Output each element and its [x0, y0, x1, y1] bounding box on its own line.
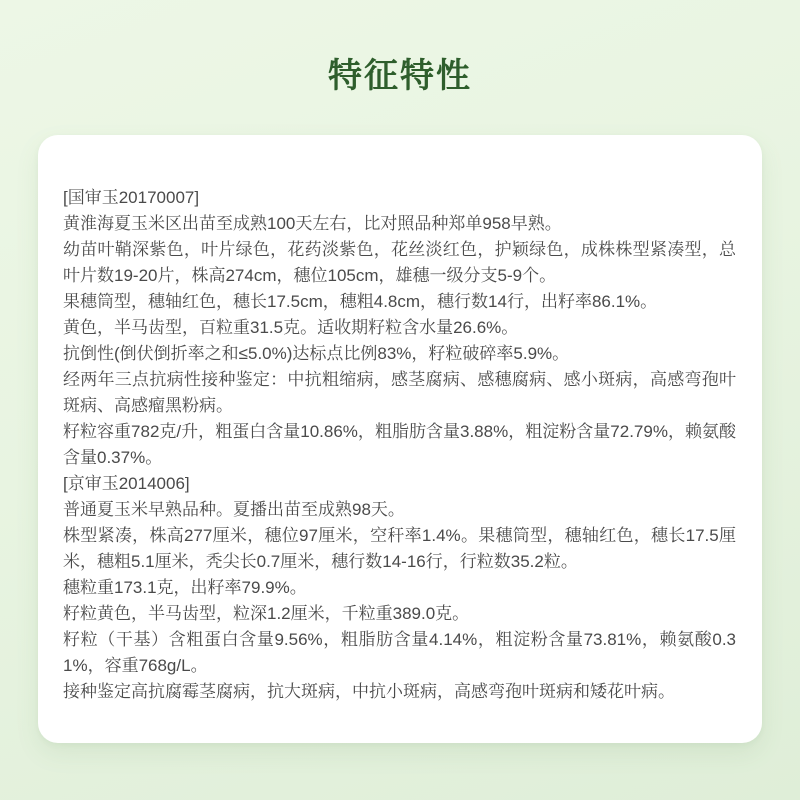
characteristics-paragraph: 幼苗叶鞘深紫色，叶片绿色，花药淡紫色，花丝淡红色，护颖绿色，成株株型紧凑型，总叶片数19-20片，株高274cm，穗位105cm，雄穗一级分支5-9个。 — [63, 240, 736, 285]
characteristics-paragraph: 籽粒容重782克/升，粗蛋白含量10.86%，粗脂肪含量3.88%，粗淀粉含量72.79%，赖氨酸含量0.37%。 — [63, 422, 736, 467]
characteristics-paragraph: 株型紧凑，株高277厘米，穗位97厘米，空秆率1.4%。果穗筒型，穗轴红色，穗长17.5厘米，穗粗5.1厘米，秃尖长0.7厘米，穗行数14-16行，行粒数35.2粒。 — [63, 526, 736, 571]
characteristics-paragraph: 黄淮海夏玉米区出苗至成熟100天左右，比对照品种郑单958早熟。 — [63, 214, 562, 233]
characteristics-paragraph: 接种鉴定高抗腐霉茎腐病，抗大斑病，中抗小斑病，高感弯孢叶斑病和矮花叶病。 — [63, 682, 675, 701]
characteristics-paragraph: 籽粒黄色，半马齿型，粒深1.2厘米，千粒重389.0克。 — [63, 604, 470, 623]
characteristics-card — [38, 135, 762, 743]
paragraph-list — [63, 185, 736, 705]
characteristics-paragraph: 穗粒重173.1克，出籽率79.9%。 — [63, 578, 307, 597]
characteristics-paragraph: [国审玉20170007] — [63, 188, 200, 207]
characteristics-paragraph: 经两年三点抗病性接种鉴定：中抗粗缩病，感茎腐病、感穗腐病、感小斑病，高感弯孢叶斑病、高感瘤黑粉病。 — [63, 370, 736, 415]
characteristics-paragraph: 黄色，半马齿型，百粒重31.5克。适收期籽粒含水量26.6%。 — [63, 318, 519, 337]
characteristics-paragraph: 籽粒（干基）含粗蛋白含量9.56%，粗脂肪含量4.14%，粗淀粉含量73.81%，赖氨酸0.31%，容重768g/L。 — [63, 630, 736, 675]
page-title: 特征特性 — [328, 57, 472, 95]
characteristics-paragraph: [京审玉2014006] — [63, 474, 190, 493]
characteristics-paragraph: 果穗筒型，穗轴红色，穗长17.5cm，穗粗4.8cm，穗行数14行，出籽率86.1%。 — [63, 292, 658, 311]
characteristics-paragraph: 普通夏玉米早熟品种。夏播出苗至成熟98天。 — [63, 500, 405, 519]
characteristics-paragraph: 抗倒性(倒伏倒折率之和≤5.0%)达标点比例83%，籽粒破碎率5.9%。 — [63, 344, 570, 363]
